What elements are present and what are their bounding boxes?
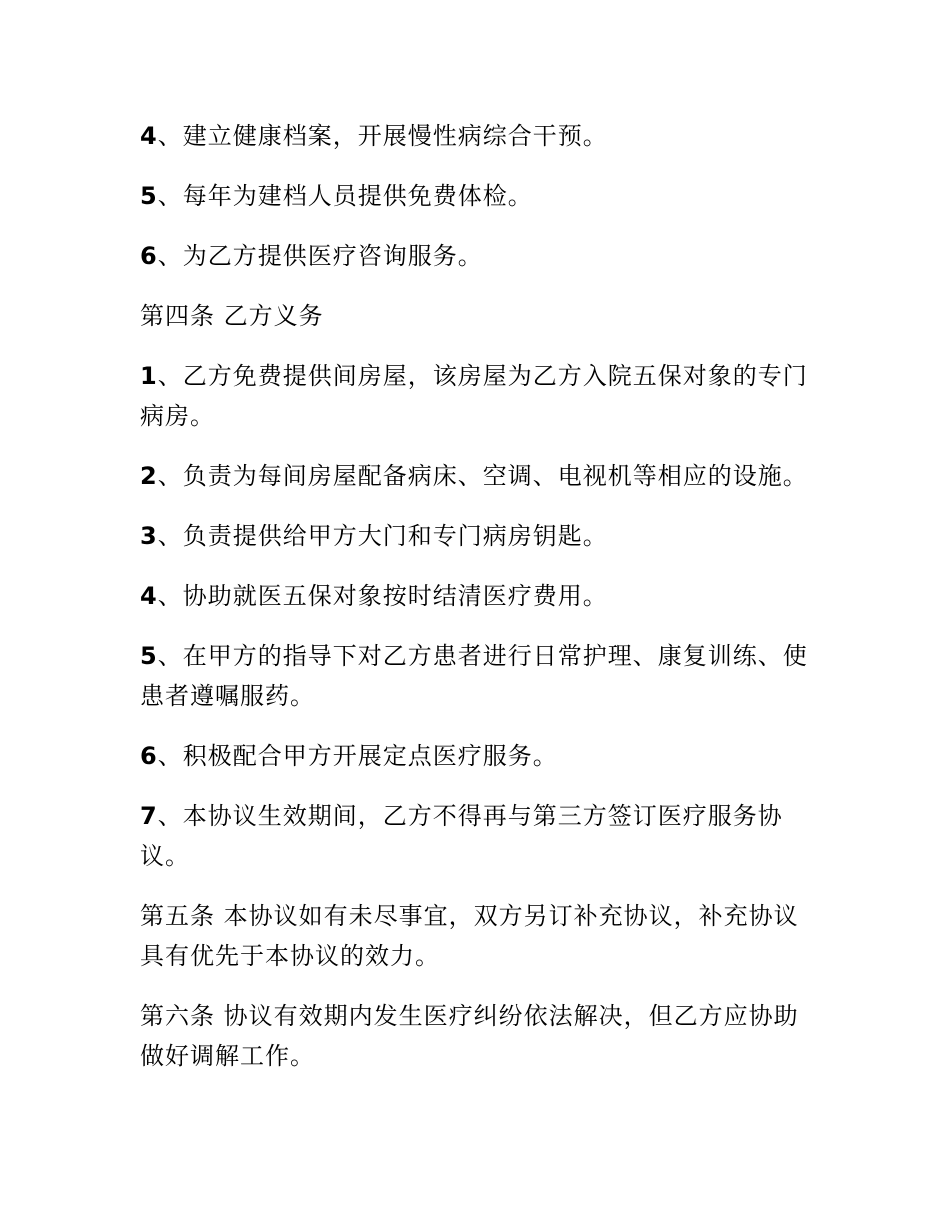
paragraph-item-4 — [140, 116, 820, 156]
paragraph-text: 、为乙方提供医疗咨询服务。 — [157, 242, 483, 270]
item-number: 4 — [140, 122, 158, 150]
paragraph-text: 、每年为建档人员提供免费体检。 — [157, 182, 533, 210]
item-number: 6 — [140, 742, 158, 770]
article-four-heading — [140, 296, 820, 336]
paragraph-item-5b — [140, 636, 820, 716]
paragraph-text: 第四条 乙方义务 — [140, 302, 324, 330]
paragraph-text: 、负责提供给甲方大门和专门病房钥匙。 — [157, 522, 608, 550]
item-number: 6 — [140, 242, 158, 270]
paragraph-text: 、乙方免费提供间房屋，该房屋为乙方入院五保对象的专门病房。 — [140, 362, 808, 430]
paragraph-text: 、积极配合甲方开展定点医疗服务。 — [157, 742, 558, 770]
item-number: 5 — [140, 182, 158, 210]
paragraph-item-6b — [140, 736, 820, 776]
paragraph-text: 、在甲方的指导下对乙方患者进行日常护理、康复训练、使患者遵嘱服药。 — [140, 642, 808, 710]
paragraph-text: 第六条 协议有效期内发生医疗纠纷依法解决，但乙方应协助做好调解工作。 — [140, 1002, 799, 1070]
paragraph-item-2 — [140, 456, 820, 496]
paragraph-text: 、协助就医五保对象按时结清医疗费用。 — [157, 582, 608, 610]
paragraph-text: 、建立健康档案，开展慢性病综合干预。 — [157, 122, 608, 150]
item-number: 4 — [140, 582, 158, 610]
item-number: 1 — [140, 362, 158, 390]
paragraph-text: 、本协议生效期间，乙方不得再与第三方签订医疗服务协议。 — [140, 802, 783, 870]
document-body — [140, 116, 820, 1096]
paragraph-item-1 — [140, 356, 820, 436]
paragraph-item-6 — [140, 236, 820, 276]
article-five — [140, 896, 820, 976]
paragraph-text: 第五条 本协议如有未尽事宜，双方另订补充协议，补充协议具有优先于本协议的效力。 — [140, 902, 799, 970]
item-number: 5 — [140, 642, 158, 670]
paragraph-item-4b — [140, 576, 820, 616]
item-number: 3 — [140, 522, 158, 550]
item-number: 2 — [140, 462, 158, 490]
paragraph-item-5 — [140, 176, 820, 216]
paragraph-item-3 — [140, 516, 820, 556]
paragraph-item-7 — [140, 796, 820, 876]
paragraph-text: 、负责为每间房屋配备病床、空调、电视机等相应的设施。 — [157, 462, 808, 490]
item-number: 7 — [140, 802, 158, 830]
article-six — [140, 996, 820, 1076]
